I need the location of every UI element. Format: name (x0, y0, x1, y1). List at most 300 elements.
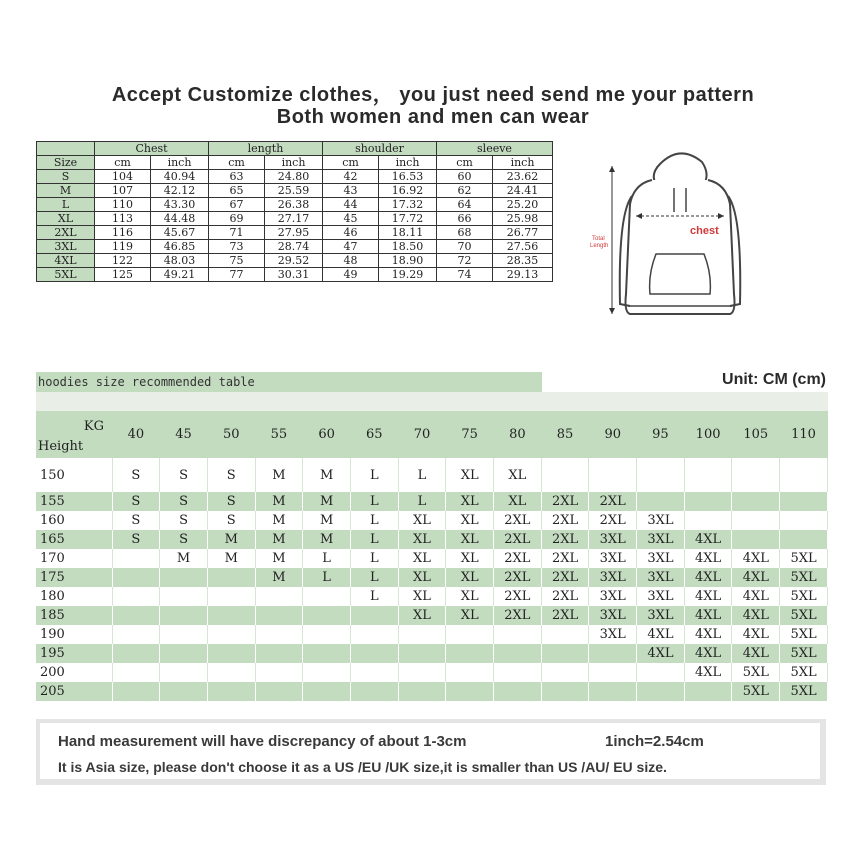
size-cell: 3XL (637, 568, 685, 587)
table-row (36, 663, 828, 682)
size-cell: S (112, 511, 160, 530)
size-cell (112, 663, 160, 682)
weight-header: 90 (589, 411, 637, 458)
size-cell: 3XL (637, 511, 685, 530)
measurement-cell: 48 (323, 254, 379, 268)
measurement-cell: 73 (209, 240, 265, 254)
size-cell: M (303, 458, 351, 492)
size-cell: L (398, 492, 446, 511)
size-cell: 4XL (684, 587, 732, 606)
size-cell: 2XL (541, 568, 589, 587)
size-label: M (37, 184, 95, 198)
table-row (37, 226, 553, 240)
size-cell (160, 663, 208, 682)
size-cell: 4XL (732, 625, 780, 644)
size-cell: XL (446, 511, 494, 530)
height-cell: 185 (36, 606, 112, 625)
size-cell (207, 663, 255, 682)
size-cell: XL (446, 458, 494, 492)
size-cell: L (350, 587, 398, 606)
size-measurement-table (36, 141, 553, 282)
measurement-cell: 27.56 (493, 240, 553, 254)
size-cell (732, 511, 780, 530)
size-cell: XL (446, 549, 494, 568)
size-cell: XL (398, 549, 446, 568)
size-cell: M (255, 458, 303, 492)
height-cell: 160 (36, 511, 112, 530)
size-cell: 2XL (494, 606, 542, 625)
measurement-cell: 30.31 (265, 268, 323, 282)
size-table-unit-header (37, 156, 553, 170)
size-cell: 5XL (780, 568, 828, 587)
size-cell: 4XL (732, 587, 780, 606)
table-row (36, 625, 828, 644)
measurement-cell: 16.92 (379, 184, 437, 198)
size-cell (446, 625, 494, 644)
header-line-2: Both women and men can wear (276, 106, 590, 128)
size-cell (637, 663, 685, 682)
size-cell: 4XL (684, 663, 732, 682)
measurement-cell: 42.12 (151, 184, 209, 198)
size-cell (780, 492, 828, 511)
size-cell (255, 663, 303, 682)
measurement-cell: 27.95 (265, 226, 323, 240)
size-cell: M (255, 492, 303, 511)
size-cell (398, 625, 446, 644)
size-cell (494, 663, 542, 682)
size-cell: L (350, 492, 398, 511)
unit-header: cm (323, 156, 379, 170)
table-row (36, 458, 828, 492)
table-row (36, 530, 828, 549)
size-cell: M (255, 549, 303, 568)
measurement-cell: 42 (323, 170, 379, 184)
size-cell (112, 549, 160, 568)
weight-header: 65 (350, 411, 398, 458)
table-row (36, 511, 828, 530)
size-cell: 2XL (494, 549, 542, 568)
measurement-cell: 17.72 (379, 212, 437, 226)
measurement-cell: 116 (95, 226, 151, 240)
height-cell: 190 (36, 625, 112, 644)
size-cell: 2XL (541, 587, 589, 606)
size-cell: L (350, 549, 398, 568)
size-cell: M (207, 530, 255, 549)
size-label: 4XL (37, 254, 95, 268)
table-row (36, 549, 828, 568)
size-cell (207, 606, 255, 625)
size-cell (589, 663, 637, 682)
size-cell: 4XL (637, 625, 685, 644)
size-cell (112, 587, 160, 606)
measurement-cell: 69 (209, 212, 265, 226)
measurement-cell: 63 (209, 170, 265, 184)
size-cell: 5XL (780, 606, 828, 625)
measurement-cell: 60 (437, 170, 493, 184)
unit-header: cm (209, 156, 265, 170)
size-label: 3XL (37, 240, 95, 254)
size-cell: M (303, 530, 351, 549)
size-cell (589, 682, 637, 701)
size-cell (780, 530, 828, 549)
size-cell (446, 663, 494, 682)
measurement-cell: 40.94 (151, 170, 209, 184)
measurement-cell: 107 (95, 184, 151, 198)
measurement-cell: 125 (95, 268, 151, 282)
size-cell: 2XL (494, 530, 542, 549)
size-cell: S (112, 530, 160, 549)
size-cell: 2XL (589, 511, 637, 530)
size-cell: XL (398, 606, 446, 625)
measurement-cell: 49.21 (151, 268, 209, 282)
size-cell (255, 682, 303, 701)
measurement-cell: 27.17 (265, 212, 323, 226)
unit-header: cm (95, 156, 151, 170)
measurement-cell: 68 (437, 226, 493, 240)
size-cell (732, 458, 780, 492)
table-row (37, 268, 553, 282)
measurement-cell: 72 (437, 254, 493, 268)
corner-cell (37, 142, 95, 156)
size-cell: XL (398, 568, 446, 587)
size-cell: 4XL (684, 568, 732, 587)
weight-header: 50 (207, 411, 255, 458)
measurement-cell: 18.50 (379, 240, 437, 254)
table-row (36, 492, 828, 511)
size-cell: 4XL (732, 606, 780, 625)
size-cell: L (398, 458, 446, 492)
size-cell: L (303, 549, 351, 568)
measurement-cell: 110 (95, 198, 151, 212)
size-cell: XL (398, 511, 446, 530)
size-cell: M (207, 549, 255, 568)
size-cell: 4XL (684, 530, 732, 549)
corner-cell (36, 411, 112, 458)
size-cell (255, 644, 303, 663)
size-cell (160, 568, 208, 587)
unit-header: cm (437, 156, 493, 170)
size-cell (350, 682, 398, 701)
total-label: Total (592, 236, 605, 242)
size-cell (541, 644, 589, 663)
size-cell: 5XL (780, 663, 828, 682)
size-cell (350, 663, 398, 682)
measurement-cell: 26.77 (493, 226, 553, 240)
size-cell (637, 458, 685, 492)
size-cell: 3XL (637, 606, 685, 625)
size-label: S (37, 170, 95, 184)
size-cell (780, 458, 828, 492)
size-cell (160, 682, 208, 701)
size-cell: L (350, 530, 398, 549)
measurement-cell: 16.53 (379, 170, 437, 184)
size-cell: 5XL (780, 644, 828, 663)
recommended-size-table (36, 411, 828, 701)
size-label: 5XL (37, 268, 95, 282)
size-cell (637, 492, 685, 511)
size-cell: S (112, 492, 160, 511)
measurement-cell: 24.80 (265, 170, 323, 184)
size-cell: 3XL (589, 625, 637, 644)
size-cell: L (303, 568, 351, 587)
size-cell (684, 458, 732, 492)
size-cell (684, 492, 732, 511)
measurement-cell: 122 (95, 254, 151, 268)
size-cell (303, 663, 351, 682)
size-label: 2XL (37, 226, 95, 240)
size-cell: 2XL (494, 511, 542, 530)
size-cell: 2XL (541, 492, 589, 511)
table-row (36, 682, 828, 701)
weight-header: 85 (541, 411, 589, 458)
size-cell (541, 458, 589, 492)
size-cell: 4XL (684, 549, 732, 568)
size-cell (160, 587, 208, 606)
weight-header: 45 (160, 411, 208, 458)
measurement-cell: 45 (323, 212, 379, 226)
size-cell: XL (494, 492, 542, 511)
size-cell (350, 625, 398, 644)
size-cell: 3XL (637, 530, 685, 549)
size-cell (255, 625, 303, 644)
size-cell (541, 682, 589, 701)
header-line-1: Accept Customize clothes， you just need send me your pattern (111, 84, 755, 106)
measurement-cell: 23.62 (493, 170, 553, 184)
measurement-cell: 75 (209, 254, 265, 268)
size-cell (732, 530, 780, 549)
size-cell: 3XL (589, 530, 637, 549)
measurement-cell: 43 (323, 184, 379, 198)
height-cell: 150 (36, 458, 112, 492)
measurement-cell: 24.41 (493, 184, 553, 198)
measurement-cell: 64 (437, 198, 493, 212)
unit-header: inch (151, 156, 209, 170)
size-cell (494, 682, 542, 701)
size-cell: XL (398, 530, 446, 549)
size-cell: 3XL (589, 587, 637, 606)
hoodie-diagram (590, 144, 770, 324)
size-cell (303, 606, 351, 625)
measurement-cell: 28.35 (493, 254, 553, 268)
measurement-cell: 67 (209, 198, 265, 212)
size-cell (160, 606, 208, 625)
table-spacer (36, 392, 828, 411)
table-row (37, 170, 553, 184)
table-row (37, 198, 553, 212)
measurement-cell: 62 (437, 184, 493, 198)
size-cell (398, 682, 446, 701)
size-cell: XL (446, 587, 494, 606)
measurement-cell: 65 (209, 184, 265, 198)
size-cell: 5XL (780, 587, 828, 606)
height-cell: 155 (36, 492, 112, 511)
measurement-cell: 77 (209, 268, 265, 282)
unit-header: inch (493, 156, 553, 170)
size-cell (207, 644, 255, 663)
size-cell: 3XL (589, 549, 637, 568)
measurement-cell: 48.03 (151, 254, 209, 268)
table-row (36, 568, 828, 587)
measurement-cell: 119 (95, 240, 151, 254)
size-label: XL (37, 212, 95, 226)
size-cell: M (160, 549, 208, 568)
weight-header: 80 (494, 411, 542, 458)
measurement-cell: 66 (437, 212, 493, 226)
measurement-cell: 29.13 (493, 268, 553, 282)
kg-label: KG (83, 419, 104, 434)
size-cell: S (207, 458, 255, 492)
size-cell (398, 663, 446, 682)
size-cell: L (350, 511, 398, 530)
size-cell: 5XL (732, 682, 780, 701)
size-table-group-header (37, 142, 553, 156)
measurement-cell: 45.67 (151, 226, 209, 240)
size-cell (446, 682, 494, 701)
measurement-cell: 28.74 (265, 240, 323, 254)
size-cell (303, 587, 351, 606)
measurement-cell: 70 (437, 240, 493, 254)
size-cell (303, 682, 351, 701)
measurement-cell: 46 (323, 226, 379, 240)
discrepancy-note: Hand measurement will have discrepancy of about 1-3cm (58, 733, 467, 750)
height-cell: 180 (36, 587, 112, 606)
size-cell: S (112, 458, 160, 492)
size-cell: 4XL (637, 644, 685, 663)
size-cell (494, 644, 542, 663)
weight-header: 60 (303, 411, 351, 458)
size-cell: 5XL (732, 663, 780, 682)
size-cell (112, 625, 160, 644)
measurement-cell: 49 (323, 268, 379, 282)
measurement-cell: 43.30 (151, 198, 209, 212)
size-cell: M (303, 492, 351, 511)
measurement-cell: 25.98 (493, 212, 553, 226)
size-cell (541, 663, 589, 682)
weight-header: 110 (780, 411, 828, 458)
size-cell (780, 511, 828, 530)
height-label: Height (38, 439, 84, 454)
size-cell (398, 644, 446, 663)
size-cell: S (160, 492, 208, 511)
size-cell: XL (446, 530, 494, 549)
size-cell: 2XL (494, 568, 542, 587)
size-cell (350, 644, 398, 663)
size-cell (684, 511, 732, 530)
size-cell (589, 458, 637, 492)
measurement-cell: 29.52 (265, 254, 323, 268)
size-cell: XL (398, 587, 446, 606)
weight-header-row (36, 411, 828, 458)
size-cell (160, 625, 208, 644)
chest-label: chest (690, 225, 719, 237)
weight-header: 55 (255, 411, 303, 458)
size-cell (303, 625, 351, 644)
size-cell: M (255, 511, 303, 530)
table-row (36, 587, 828, 606)
height-cell: 195 (36, 644, 112, 663)
unit-header: inch (265, 156, 323, 170)
table-row (36, 606, 828, 625)
size-cell (446, 644, 494, 663)
size-cell: 4XL (732, 549, 780, 568)
size-cell (112, 606, 160, 625)
size-cell: 2XL (541, 530, 589, 549)
size-cell (255, 606, 303, 625)
measurement-cell: 18.90 (379, 254, 437, 268)
group-header: sleeve (437, 142, 553, 156)
height-cell: 170 (36, 549, 112, 568)
size-cell: S (160, 511, 208, 530)
height-cell: 200 (36, 663, 112, 682)
weight-header: 100 (684, 411, 732, 458)
height-cell: 165 (36, 530, 112, 549)
size-cell (207, 682, 255, 701)
size-cell (112, 568, 160, 587)
size-cell: 2XL (541, 549, 589, 568)
measurement-cell: 47 (323, 240, 379, 254)
size-cell: S (207, 511, 255, 530)
size-cell: 3XL (637, 587, 685, 606)
size-cell: XL (494, 458, 542, 492)
measurement-cell: 18.11 (379, 226, 437, 240)
size-cell: 4XL (684, 625, 732, 644)
group-header: length (209, 142, 323, 156)
weight-header: 40 (112, 411, 160, 458)
height-cell: 175 (36, 568, 112, 587)
size-cell: 4XL (732, 644, 780, 663)
table-row (36, 644, 828, 663)
measurement-cell: 25.59 (265, 184, 323, 198)
size-cell (350, 606, 398, 625)
size-cell (303, 644, 351, 663)
size-label: L (37, 198, 95, 212)
height-cell: 205 (36, 682, 112, 701)
table-row (37, 240, 553, 254)
size-cell: XL (446, 568, 494, 587)
weight-header: 105 (732, 411, 780, 458)
size-cell: 5XL (780, 682, 828, 701)
measurement-cell: 17.32 (379, 198, 437, 212)
size-cell (494, 625, 542, 644)
size-cell (112, 644, 160, 663)
size-cell (207, 587, 255, 606)
table-row (37, 254, 553, 268)
size-cell: 4XL (732, 568, 780, 587)
measurement-cell: 113 (95, 212, 151, 226)
size-cell: 5XL (780, 549, 828, 568)
measurement-cell: 46.85 (151, 240, 209, 254)
group-header: shoulder (323, 142, 437, 156)
measurement-cell: 71 (209, 226, 265, 240)
size-cell (732, 492, 780, 511)
asia-size-note: It is Asia size, please don't choose it as a US /EU /UK size,it is smaller than US /AU/ EU size. (58, 759, 667, 775)
table-row (37, 184, 553, 198)
size-cell: M (255, 530, 303, 549)
length-label: Length (590, 243, 609, 249)
measurement-cell: 74 (437, 268, 493, 282)
recommended-table-banner: hoodies size recommended table (36, 372, 542, 392)
size-header: Size (37, 156, 95, 170)
size-cell: XL (446, 606, 494, 625)
size-cell (541, 625, 589, 644)
size-cell (207, 625, 255, 644)
size-cell: S (160, 458, 208, 492)
size-cell (589, 644, 637, 663)
weight-header: 75 (446, 411, 494, 458)
table-row (37, 212, 553, 226)
size-cell: 4XL (684, 644, 732, 663)
size-cell (255, 587, 303, 606)
